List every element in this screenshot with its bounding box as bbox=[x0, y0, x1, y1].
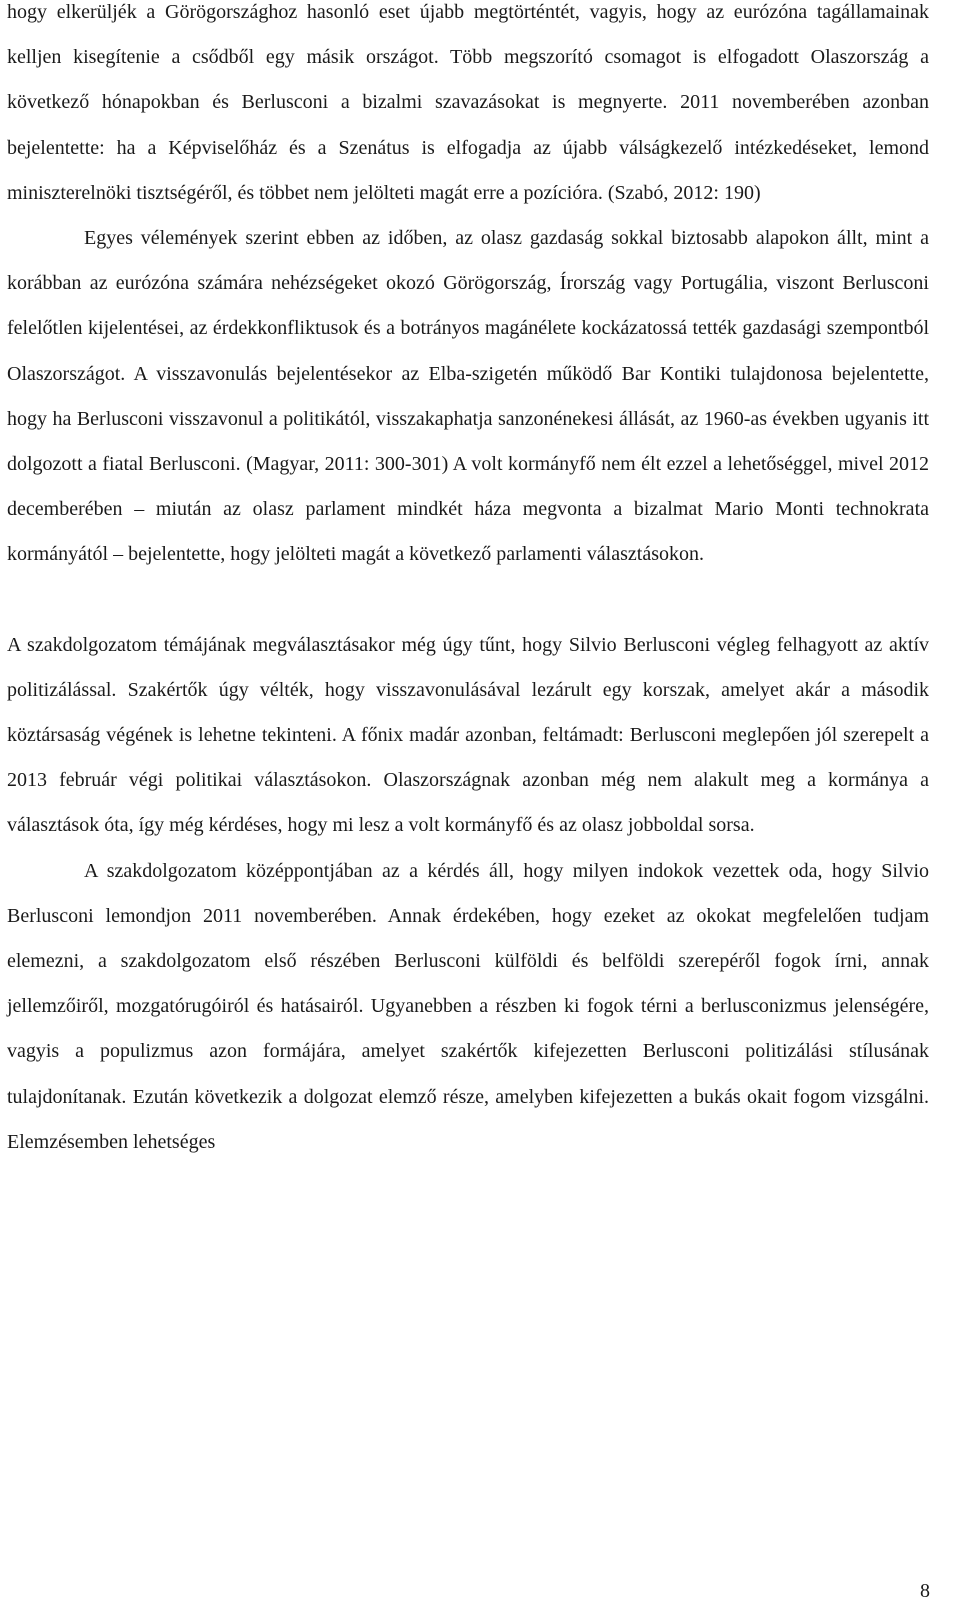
document-page bbox=[7, 0, 929, 1165]
paragraph-4: A szakdolgozatom középpontjában az a kérdés áll, hogy milyen indokok vezettek oda, hogy Silvio Berlusconi lemondjon 2011 novemberében. Annak érdekében, hogy ezeket az okokat megfelelően tudjam elemezni, a szakdolgozatom első részében Berlusconi külföldi és belföldi szerepéről fogok írni, annak jellemzőiről, mozgatórugóiról és hatásairól. Ugyanebben a részben ki fogok térni a berlusconizmus jelenségére, vagyis a populizmus azon formájára, amelyet szakértők kifejezetten Berlusconi politizálási stílusának tulajdonítanak. Ezután következik a dolgozat elemző része, amelyben kifejezetten a bukás okait fogom vizsgálni. Elemzésemben lehetséges bbox=[7, 859, 929, 1153]
paragraph-2: Egyes vélemények szerint ebben az időben, az olasz gazdaság sokkal biztosabb alapokon állt, mint a korábban az eurózóna számára nehézségeket okozó Görögország, Írország vagy Portugália, viszont Berlusconi felelőtlen kijelentései, az érdekkonfliktusok és a botrányos magánélete kockázatossá tették gazdasági szempontból Olaszországot. A visszavonulás bejelentésekor az Elba-szigetén működő Bar Kontiki tulajdonosa bejelentette, hogy ha Berlusconi visszavonul a politikától, visszakaphatja sanzonénekesi állását, az 1960-as években ugyanis itt dolgozott a fiatal Berlusconi. (Magyar, 2011: 300-301) A volt kormányfő nem élt ezzel a lehetőséggel, mivel 2012 decemberében – miután az olasz parlament mindkét háza megvonta a bizalmat Mario Monti technokrata kormányától – bejelentette, hogy jelölteti magát a következő parlamenti választásokon. bbox=[7, 227, 929, 566]
page-number: 8 bbox=[920, 1580, 930, 1602]
paragraph-1: hogy elkerüljék a Görögországhoz hasonló eset újabb megtörténtét, vagyis, hogy az eurózóna tagállamainak kelljen kisegítenie a csődből egy másik országot. Több megszorító csomagot is elfogadott Olaszország a következő hónapokban és Berlusconi a bizalmi szavazásokat is megnyerte. 2011 novemberében azonban bejelentette: ha a Képviselőház és a Szenátus is elfogadja az újabb válságkezelő intézkedéseket, lemond miniszterelnöki tisztségéről, és többet nem jelölteti magát erre a pozícióra. (Szabó, 2012: 190) bbox=[7, 1, 929, 204]
paragraph-3: A szakdolgozatom témájának megválasztásakor még úgy tűnt, hogy Silvio Berlusconi végleg felhagyott az aktív politizálással. Szakértők úgy vélték, hogy visszavonulásával lezárult egy korszak, amelyet akár a második köztársaság végének is lehetne tekinteni. A főnix madár azonban, feltámadt: Berlusconi meglepően jól szerepelt a 2013 február végi politikai választásokon. Olaszországnak azonban még nem alakult meg a kormánya a választások óta, így még kérdéses, hogy mi lesz a volt kormányfő és az olasz jobboldal sorsa. bbox=[7, 633, 929, 837]
